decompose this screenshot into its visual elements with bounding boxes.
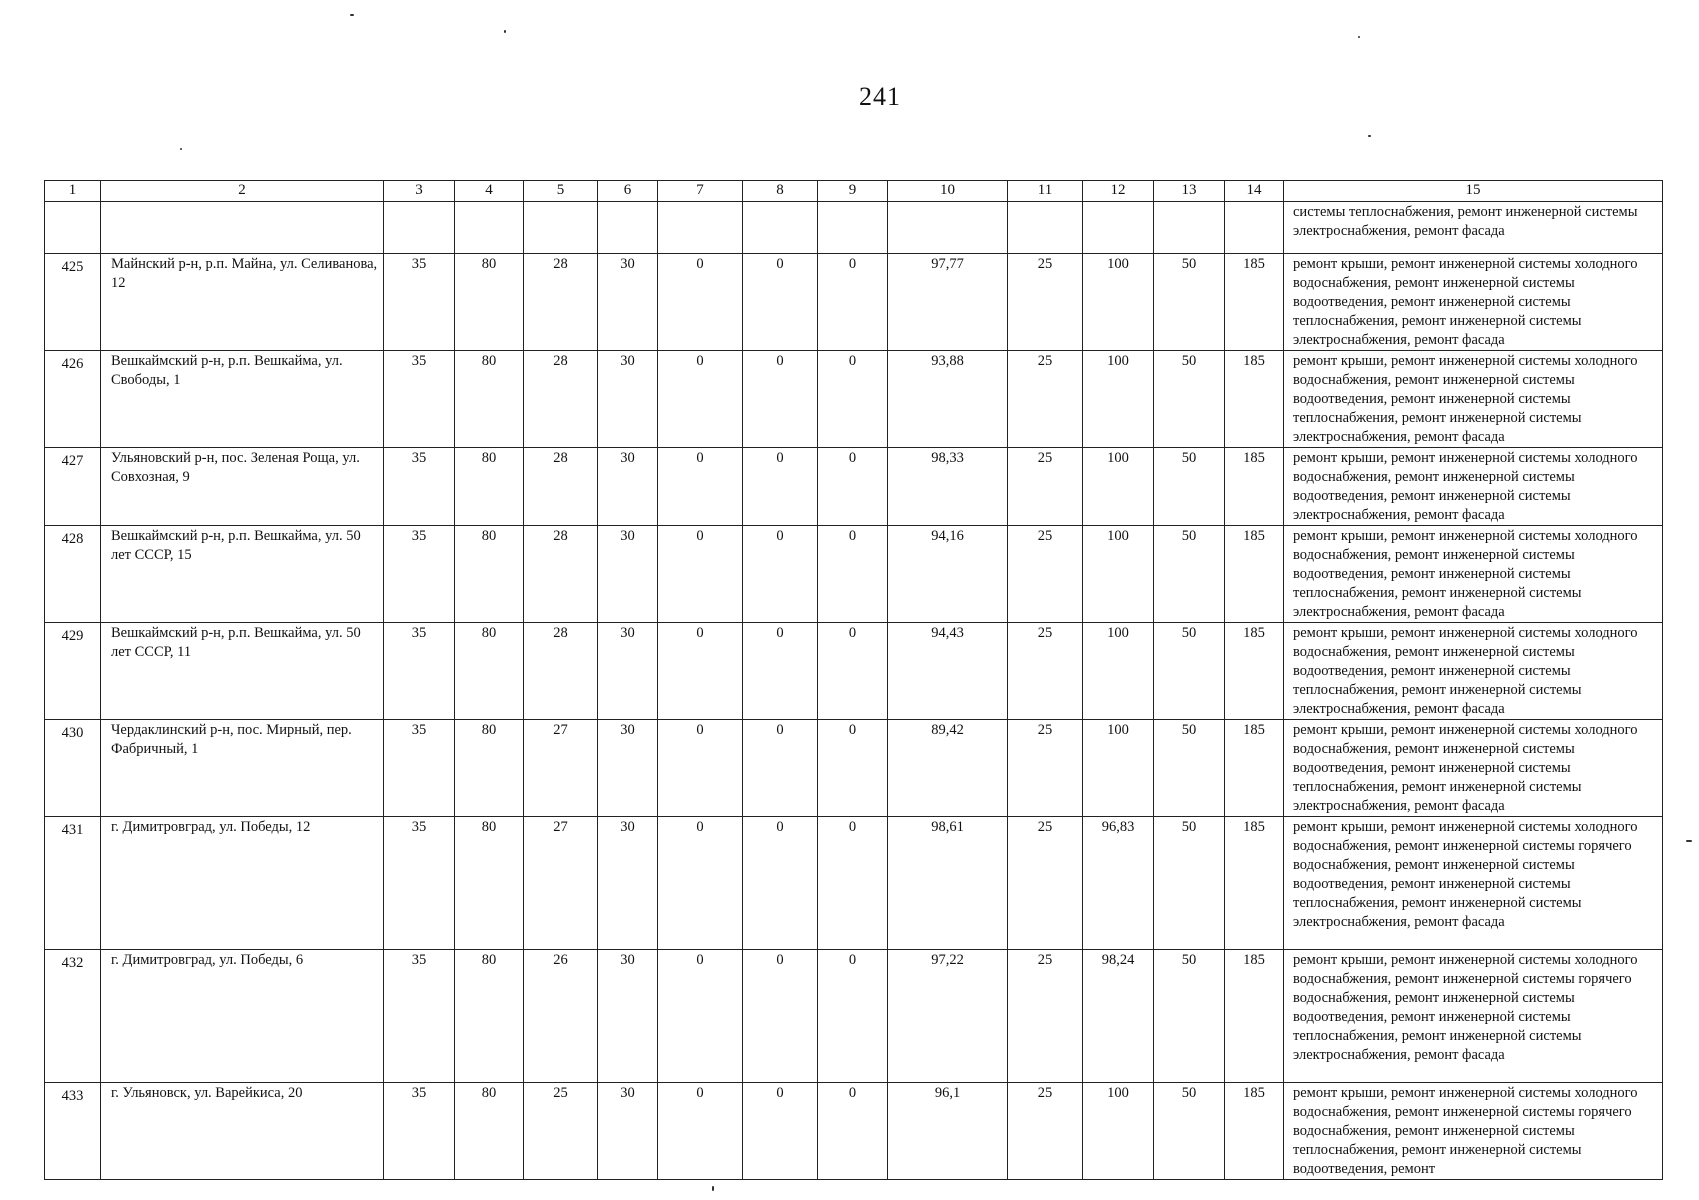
cell-c12: 98,24: [1083, 950, 1154, 1083]
cell-c8: 0: [743, 1083, 818, 1180]
cell-c14: 185: [1225, 351, 1284, 448]
cell-c4: 80: [455, 448, 524, 526]
cell-c4: 80: [455, 1083, 524, 1180]
cell-address: Майнский р-н, р.п. Майна, ул. Селиванова, 12: [101, 254, 384, 351]
table-row: [45, 817, 1663, 950]
cell-c9: 0: [818, 351, 888, 448]
table-row: [45, 351, 1663, 448]
cell-c8: 0: [743, 526, 818, 623]
cell-c9: 0: [818, 623, 888, 720]
cell-no: 427: [45, 448, 101, 526]
cell-c10: 97,22: [888, 950, 1008, 1083]
cell-no: 426: [45, 351, 101, 448]
cell-works: ремонт крыши, ремонт инженерной системы холодного водоснабжения, ремонт инженерной системы горячего водоснабжения, ремонт инженерной системы теплоснабжения, ремонт инженерной системы водоотведения, ремонт: [1284, 1083, 1663, 1180]
cell-address: Ульяновский р-н, пос. Зеленая Роща, ул. Совхозная, 9: [101, 448, 384, 526]
cell-no: 432: [45, 950, 101, 1083]
cell-c6: 30: [598, 526, 658, 623]
cell-c11: 25: [1008, 720, 1083, 817]
cell-c5: 28: [524, 254, 598, 351]
cell-works: ремонт крыши, ремонт инженерной системы холодного водоснабжения, ремонт инженерной системы водоотведения, ремонт инженерной системы теплоснабжения, ремонт инженерной системы электроснабжения, ремонт фасада: [1284, 623, 1663, 720]
scan-speck: [1368, 135, 1371, 137]
column-number: 8: [743, 181, 818, 202]
cell-c5: 26: [524, 950, 598, 1083]
cell-c7: 0: [658, 526, 743, 623]
cell-c13: 50: [1154, 526, 1225, 623]
column-number: 11: [1008, 181, 1083, 202]
cell-c5: 27: [524, 817, 598, 950]
cell-c10: 98,33: [888, 448, 1008, 526]
cell-c9: 0: [818, 448, 888, 526]
cell-c12: 100: [1083, 720, 1154, 817]
cell-c6: 30: [598, 351, 658, 448]
table-row: [45, 950, 1663, 1083]
cell-c10: 89,42: [888, 720, 1008, 817]
cell-no: 431: [45, 817, 101, 950]
cell-c4: 80: [455, 351, 524, 448]
cell-works: системы теплоснабжения, ремонт инженерной системы электроснабжения, ремонт фасада: [1284, 202, 1663, 254]
cell-c7: 0: [658, 254, 743, 351]
cell-c8: 0: [743, 623, 818, 720]
cell-c11: 25: [1008, 526, 1083, 623]
column-number-row: [45, 181, 1663, 202]
table-body: [45, 181, 1663, 1180]
cell-c12: 100: [1083, 526, 1154, 623]
cell-c4: 80: [455, 817, 524, 950]
cell-works: ремонт крыши, ремонт инженерной системы холодного водоснабжения, ремонт инженерной системы горячего водоснабжения, ремонт инженерной системы водоотведения, ремонт инженерной системы теплоснабжения, ремонт инженерной системы электроснабжения, ремонт фасада: [1284, 817, 1663, 950]
cell-c11: 25: [1008, 817, 1083, 950]
cell-c3: 35: [384, 623, 455, 720]
scan-speck: [350, 14, 354, 16]
cell-works: ремонт крыши, ремонт инженерной системы холодного водоснабжения, ремонт инженерной системы горячего водоснабжения, ремонт инженерной системы водоотведения, ремонт инженерной системы теплоснабжения, ремонт инженерной системы электроснабжения, ремонт фасада: [1284, 950, 1663, 1083]
cell-c11: 25: [1008, 950, 1083, 1083]
cell-c12: 100: [1083, 1083, 1154, 1180]
cell-no: 428: [45, 526, 101, 623]
cell-c4: 80: [455, 623, 524, 720]
cell-c8: 0: [743, 254, 818, 351]
cell-c10: 98,61: [888, 817, 1008, 950]
cell-no: [45, 202, 101, 254]
page-number: 241: [859, 82, 901, 111]
table-row: [45, 448, 1663, 526]
cell-c13: 50: [1154, 623, 1225, 720]
cell-c10: 96,1: [888, 1083, 1008, 1180]
scan-speck: [504, 30, 506, 33]
continuation-row: [45, 202, 1663, 254]
cell-address: Вешкаймский р-н, р.п. Вешкайма, ул. Свободы, 1: [101, 351, 384, 448]
cell-c14: 185: [1225, 720, 1284, 817]
cell-c6: 30: [598, 623, 658, 720]
cell-c6: 30: [598, 950, 658, 1083]
cell-c14: 185: [1225, 254, 1284, 351]
column-number: 14: [1225, 181, 1284, 202]
cell-c5: 27: [524, 720, 598, 817]
cell-c3: 35: [384, 950, 455, 1083]
cell-works: ремонт крыши, ремонт инженерной системы холодного водоснабжения, ремонт инженерной системы водоотведения, ремонт инженерной системы теплоснабжения, ремонт инженерной системы электроснабжения, ремонт фасада: [1284, 254, 1663, 351]
table-row: [45, 623, 1663, 720]
cell-c13: 50: [1154, 817, 1225, 950]
cell-address: Вешкаймский р-н, р.п. Вешкайма, ул. 50 лет СССР, 11: [101, 623, 384, 720]
cell-c10: 93,88: [888, 351, 1008, 448]
cell-no: 430: [45, 720, 101, 817]
column-number: 10: [888, 181, 1008, 202]
cell-c10: 94,16: [888, 526, 1008, 623]
cell-c9: 0: [818, 1083, 888, 1180]
cell-c14: 185: [1225, 817, 1284, 950]
cell-c13: 50: [1154, 254, 1225, 351]
cell-no: 433: [45, 1083, 101, 1180]
cell-c8: 0: [743, 448, 818, 526]
cell-c5: 28: [524, 351, 598, 448]
table-row: [45, 1083, 1663, 1180]
cell-address: Чердаклинский р-н, пос. Мирный, пер. Фабричный, 1: [101, 720, 384, 817]
cell-c13: 50: [1154, 720, 1225, 817]
cell-c12: 100: [1083, 623, 1154, 720]
cell-c5: 25: [524, 1083, 598, 1180]
cell-c8: 0: [743, 817, 818, 950]
cell-c3: 35: [384, 526, 455, 623]
cell-c12: 100: [1083, 351, 1154, 448]
column-number: 12: [1083, 181, 1154, 202]
column-number: 4: [455, 181, 524, 202]
cell-c9: 0: [818, 950, 888, 1083]
cell-c7: 0: [658, 720, 743, 817]
scan-speck: [1686, 840, 1692, 842]
cell-c4: 80: [455, 720, 524, 817]
cell-address: Вешкаймский р-н, р.п. Вешкайма, ул. 50 лет СССР, 15: [101, 526, 384, 623]
cell-c10: 97,77: [888, 254, 1008, 351]
cell-c12: 100: [1083, 448, 1154, 526]
cell-no: 425: [45, 254, 101, 351]
cell-c13: 50: [1154, 1083, 1225, 1180]
scan-speck: [712, 1186, 714, 1191]
cell-c13: 50: [1154, 351, 1225, 448]
cell-c8: 0: [743, 720, 818, 817]
column-number: 2: [101, 181, 384, 202]
cell-address: [101, 202, 384, 254]
cell-c6: 30: [598, 720, 658, 817]
cell-c6: 30: [598, 817, 658, 950]
cell-c14: 185: [1225, 526, 1284, 623]
cell-c8: 0: [743, 950, 818, 1083]
capital-repair-table: [44, 180, 1663, 1180]
cell-c14: 185: [1225, 950, 1284, 1083]
scan-speck: [1358, 36, 1360, 38]
cell-c6: 30: [598, 1083, 658, 1180]
cell-c11: 25: [1008, 623, 1083, 720]
column-number: 13: [1154, 181, 1225, 202]
cell-c3: 35: [384, 448, 455, 526]
cell-c5: 28: [524, 526, 598, 623]
cell-c9: 0: [818, 720, 888, 817]
cell-c4: 80: [455, 254, 524, 351]
cell-c3: 35: [384, 351, 455, 448]
cell-c9: 0: [818, 254, 888, 351]
cell-c11: 25: [1008, 1083, 1083, 1180]
column-number: 9: [818, 181, 888, 202]
cell-works: ремонт крыши, ремонт инженерной системы холодного водоснабжения, ремонт инженерной системы водоотведения, ремонт инженерной системы теплоснабжения, ремонт инженерной системы электроснабжения, ремонт фасада: [1284, 526, 1663, 623]
cell-works: ремонт крыши, ремонт инженерной системы холодного водоснабжения, ремонт инженерной системы водоотведения, ремонт инженерной системы электроснабжения, ремонт фасада: [1284, 448, 1663, 526]
cell-c3: 35: [384, 1083, 455, 1180]
column-number: 5: [524, 181, 598, 202]
cell-c14: 185: [1225, 448, 1284, 526]
column-number: 15: [1284, 181, 1663, 202]
column-number: 7: [658, 181, 743, 202]
cell-address: г. Димитровград, ул. Победы, 12: [101, 817, 384, 950]
cell-c7: 0: [658, 351, 743, 448]
cell-c7: 0: [658, 623, 743, 720]
scan-speck: [180, 148, 182, 150]
cell-c12: 96,83: [1083, 817, 1154, 950]
cell-c3: 35: [384, 817, 455, 950]
cell-c7: 0: [658, 817, 743, 950]
cell-c3: 35: [384, 254, 455, 351]
cell-c10: 94,43: [888, 623, 1008, 720]
cell-c5: 28: [524, 623, 598, 720]
cell-c13: 50: [1154, 950, 1225, 1083]
column-number: 1: [45, 181, 101, 202]
cell-c9: 0: [818, 817, 888, 950]
cell-c6: 30: [598, 254, 658, 351]
cell-c11: 25: [1008, 351, 1083, 448]
cell-c5: 28: [524, 448, 598, 526]
column-number: 3: [384, 181, 455, 202]
cell-c7: 0: [658, 950, 743, 1083]
column-number: 6: [598, 181, 658, 202]
cell-c4: 80: [455, 950, 524, 1083]
cell-c7: 0: [658, 448, 743, 526]
cell-works: ремонт крыши, ремонт инженерной системы холодного водоснабжения, ремонт инженерной системы водоотведения, ремонт инженерной системы теплоснабжения, ремонт инженерной системы электроснабжения, ремонт фасада: [1284, 720, 1663, 817]
table-row: [45, 254, 1663, 351]
cell-c11: 25: [1008, 254, 1083, 351]
cell-c13: 50: [1154, 448, 1225, 526]
cell-c7: 0: [658, 1083, 743, 1180]
cell-no: 429: [45, 623, 101, 720]
cell-c9: 0: [818, 526, 888, 623]
cell-c14: 185: [1225, 623, 1284, 720]
table-row: [45, 526, 1663, 623]
cell-c6: 30: [598, 448, 658, 526]
cell-works: ремонт крыши, ремонт инженерной системы холодного водоснабжения, ремонт инженерной системы водоотведения, ремонт инженерной системы теплоснабжения, ремонт инженерной системы электроснабжения, ремонт фасада: [1284, 351, 1663, 448]
table-row: [45, 720, 1663, 817]
cell-c8: 0: [743, 351, 818, 448]
cell-c3: 35: [384, 720, 455, 817]
cell-address: г. Димитровград, ул. Победы, 6: [101, 950, 384, 1083]
cell-address: г. Ульяновск, ул. Варейкиса, 20: [101, 1083, 384, 1180]
cell-c4: 80: [455, 526, 524, 623]
cell-c14: 185: [1225, 1083, 1284, 1180]
cell-c12: 100: [1083, 254, 1154, 351]
cell-c11: 25: [1008, 448, 1083, 526]
